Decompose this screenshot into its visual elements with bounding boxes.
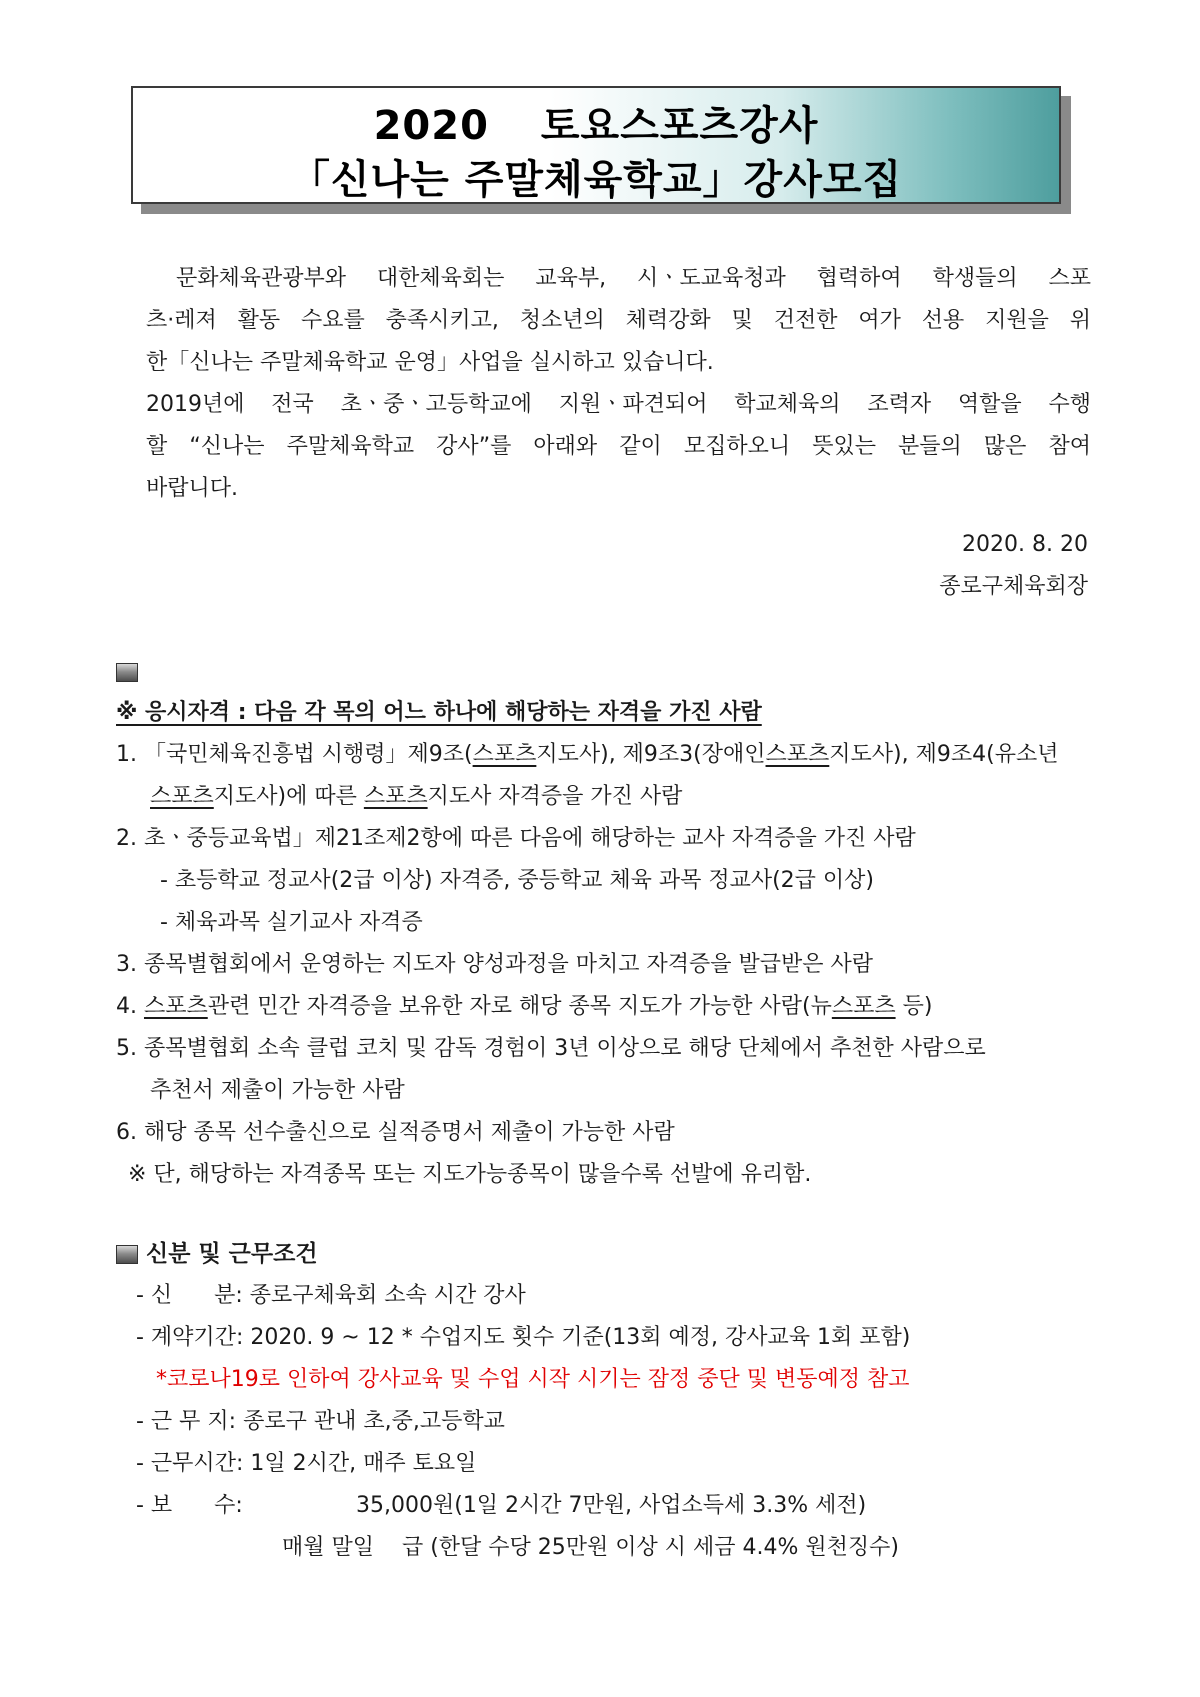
qualification-item-6: 6. 해당 종목 선수출신으로 실적증명서 제출이 가능한 사람 [116,1120,675,1145]
section-bullet-icon [116,663,138,682]
q1-text-i: 지도사 자격증을 가진 사람 [427,784,683,809]
conditions-heading-text: 신분 및 근무조건 [146,1241,318,1267]
q1-text-a: 1. 「국민체육진흥법 시행령」제9조( [116,742,473,767]
q4-sports-2: 스포츠 [831,994,896,1019]
q1-sports-1: 스포츠 [472,742,537,767]
condition-hours: - 근무시간: 1일 2시간, 매주 토요일 [136,1451,477,1476]
qualification-item-1-line-2 [150,777,682,817]
q1-text-g: 지도사)에 따른 [213,784,364,809]
qualification-item-2: 2. 초ㆍ중등교육법」제21조제2항에 따른 다음에 해당하는 교사 자격증을 가진 사람 [116,826,916,851]
title-box-frame [131,86,1061,204]
qualification-item-2-sub-1: - 초등학교 정교사(2급 이상) 자격증, 중등학교 체육 과목 정교사(2급 이상) [160,868,875,893]
qualification-item-1-line-1 [116,735,1058,775]
qualification-note: ※ 단, 해당하는 자격종목 또는 지도가능종목이 많을수록 선발에 유리함. [128,1162,812,1187]
condition-pay-label: - 보 수: [136,1493,243,1518]
q4-text-c: 관련 민간 자격증을 보유한 자로 해당 종목 지도가 가능한 사람(뉴 [207,994,832,1019]
title-year: 2020 [373,103,489,149]
q4-text-e: 등) [895,994,933,1019]
notice-date: 2020. 8. 20 [962,532,1088,557]
qualification-item-3: 3. 종목별협회에서 운영하는 지도자 양성과정을 마치고 자격증을 발급받은 사람 [116,952,874,977]
intro-line-6: 바랍니다. [146,476,239,501]
condition-covid-notice: *코로나19로 인하여 강사교육 및 수업 시작 시기는 잠정 중단 및 변동예정 참고 [156,1367,910,1392]
title-line-1 [133,94,1059,151]
intro-line-2: 츠·레져 활동 수요를 충족시키고, 청소년의 체력강화 및 건전한 여가 선용 지원을 위 [146,308,1091,333]
condition-contract: - 계약기간: 2020. 9 ~ 12 * 수업지도 횟수 기준(13회 예정, 강사교육 1회 포함) [136,1325,911,1350]
q4-text-a: 4. [116,994,144,1019]
q1-sports-2: 스포츠 [765,742,830,767]
q1-text-c: 지도사), 제9조3(장애인 [536,742,766,767]
qualification-item-4 [116,987,932,1027]
intro-line-3: 한「신나는 주말체육학교 운영」사업을 실시하고 있습니다. [146,350,714,375]
condition-pay-amount: 35,000원(1일 2시간 7만원, 사업소득세 3.3% 세전) [356,1493,867,1518]
q1-text-e: 지도사), 제9조4(유소년 [829,742,1059,767]
notice-org: 종로구체육회장 [939,574,1088,599]
section-bullet-icon [116,1245,138,1264]
qualification-heading: ※ 응시자격 : 다음 각 목의 어느 하나에 해당하는 자격을 가진 사람 [116,700,762,725]
condition-location: - 근 무 지: 종로구 관내 초,중,고등학교 [136,1409,505,1434]
condition-pay-note: 매월 말일 급 (한달 수당 25만원 이상 시 세금 4.4% 원천징수) [282,1535,900,1560]
intro-line-1: 문화체육관광부와 대한체육회는 교육부, 시ㆍ도교육청과 협력하여 학생들의 스포 [176,266,1091,291]
qualification-item-2-sub-2: - 체육과목 실기교사 자격증 [160,910,423,935]
intro-line-4: 2019년에 전국 초ㆍ중ㆍ고등학교에 지원ㆍ파견되어 학교체육의 조력자 역할을 수행 [146,392,1091,417]
q1-sports-4: 스포츠 [363,784,428,809]
q1-sports-3: 스포츠 [150,784,214,809]
conditions-heading [116,1234,318,1274]
qualification-item-5-line-1: 5. 종목별협회 소속 클럽 코치 및 감독 경험이 3년 이상으로 해당 단체에서 추천한 사람으로 [116,1036,986,1061]
title-main: 토요스포츠강사 [540,103,819,149]
condition-status: - 신 분: 종로구체육회 소속 시간 강사 [136,1283,526,1308]
q4-sports-1: 스포츠 [143,994,208,1019]
qualification-item-5-line-2: 추천서 제출이 가능한 사람 [150,1078,405,1103]
title-box [131,86,1071,214]
title-line-2: 「신나는 주말체육학교」강사모집 [289,157,903,203]
intro-line-5: 할 “신나는 주말체육학교 강사”를 아래와 같이 모집하오니 뜻있는 분들의 많은 참여 [146,434,1091,459]
